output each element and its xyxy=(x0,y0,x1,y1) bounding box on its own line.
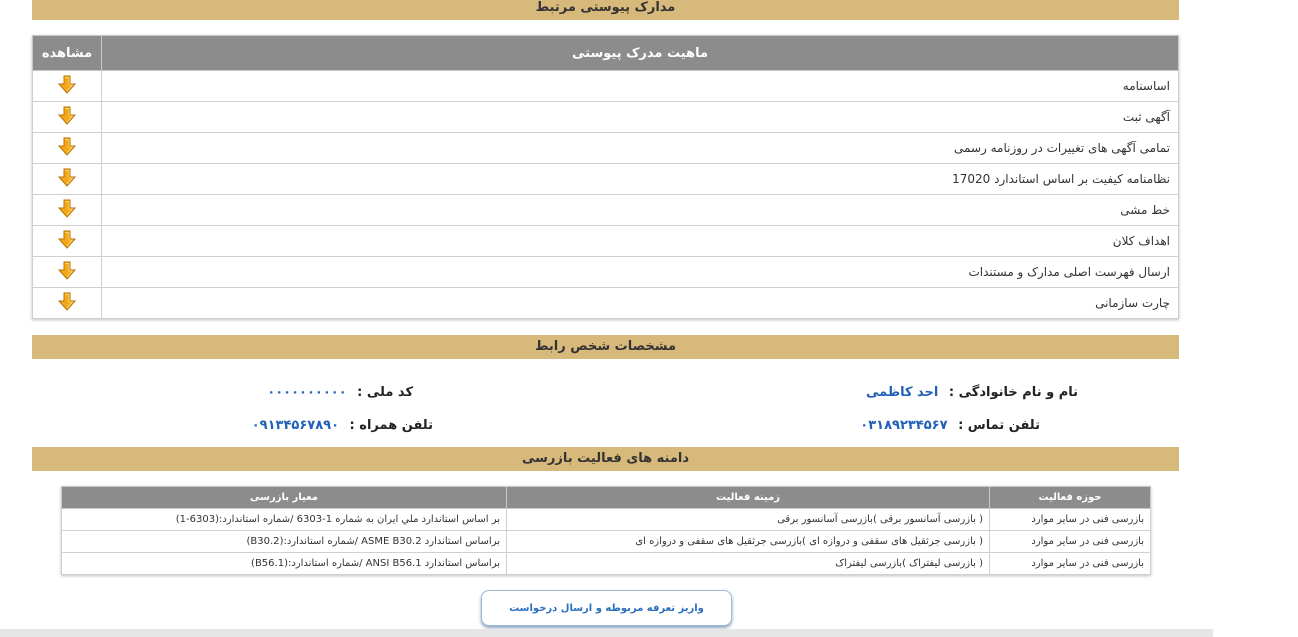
view-cell xyxy=(33,102,102,133)
table-row xyxy=(62,531,1151,553)
table-header-row xyxy=(62,487,1151,509)
activity-field-cell: ( بازرسی لیفتراک )بازرسی لیفتراک xyxy=(507,553,990,575)
inspection-criteria-cell: براساس استاندارد ASME B30.2 /شماره استاندارد:(B30.2) xyxy=(62,531,507,553)
national-code-label: کد ملی : xyxy=(357,385,413,400)
column-header-activity-area: حوزه فعالیت xyxy=(990,487,1151,509)
view-cell xyxy=(33,226,102,257)
view-cell xyxy=(33,288,102,319)
activity-field-cell: ( بازرسی آسانسور برقی )بازرسی آسانسور برقی xyxy=(507,509,990,531)
view-cell xyxy=(33,71,102,102)
view-cell xyxy=(33,164,102,195)
document-nature-cell: اساسنامه xyxy=(102,71,1179,102)
download-icon[interactable] xyxy=(57,75,77,98)
contact-name-field xyxy=(866,385,1078,400)
column-header-view: مشاهده xyxy=(33,36,102,71)
section-title-contact-person: مشخصات شخص رابط xyxy=(32,335,1179,359)
download-icon[interactable] xyxy=(57,261,77,284)
view-cell xyxy=(33,195,102,226)
inspection-criteria-cell: براساس استاندارد ANSI B56.1 /شماره استاندارد:(B56.1) xyxy=(62,553,507,575)
download-icon[interactable] xyxy=(57,230,77,253)
phone-value: ۰۳۱۸۹۲۳۴۵۶۷ xyxy=(860,418,948,433)
column-header-activity-field: زمینه فعالیت xyxy=(507,487,990,509)
table-row xyxy=(62,509,1151,531)
mobile-label: تلفن همراه : xyxy=(349,418,433,433)
download-icon[interactable] xyxy=(57,168,77,191)
table-row xyxy=(33,102,1179,133)
national-code-field xyxy=(267,385,413,400)
table-row xyxy=(33,257,1179,288)
view-cell xyxy=(33,257,102,288)
activity-field-cell: ( بازرسی جرثقیل های سقفی و دروازه ای )بازرسی جرثقیل های سقفی و دروازه ای xyxy=(507,531,990,553)
footer-strip xyxy=(0,629,1213,637)
table-row xyxy=(33,288,1179,319)
download-icon[interactable] xyxy=(57,199,77,222)
document-nature-cell: خط مشی xyxy=(102,195,1179,226)
section-title-attached-documents: مدارک پیوستی مرتبط xyxy=(32,0,1179,20)
table-row xyxy=(33,195,1179,226)
table-row xyxy=(33,133,1179,164)
mobile-field xyxy=(252,418,433,433)
table-row xyxy=(33,164,1179,195)
contact-name-value: احد کاظمی xyxy=(865,385,939,400)
section-title-inspection-scope: دامنه های فعالیت بازرسی xyxy=(32,447,1179,471)
download-icon[interactable] xyxy=(57,106,77,129)
national-code-value: ۰۰۰۰۰۰۰۰۰۰ xyxy=(267,385,347,400)
column-header-inspection-criteria: معیار بازرسی xyxy=(62,487,507,509)
document-nature-cell: اهداف کلان xyxy=(102,226,1179,257)
phone-label: تلفن تماس : xyxy=(958,418,1040,433)
activity-area-cell: بازرسی فنی در سایر موارد xyxy=(990,553,1151,575)
attached-documents-table xyxy=(32,35,1179,319)
document-nature-cell: ارسال فهرست اصلی مدارک و مستندات xyxy=(102,257,1179,288)
download-icon[interactable] xyxy=(57,292,77,315)
phone-field xyxy=(860,418,1040,433)
activity-area-cell: بازرسی فنی در سایر موارد xyxy=(990,509,1151,531)
view-cell xyxy=(33,133,102,164)
mobile-value: ۰۹۱۳۴۵۶۷۸۹۰ xyxy=(251,418,340,433)
document-nature-cell: تمامی آگهی های تغییرات در روزنامه رسمی xyxy=(102,133,1179,164)
download-icon[interactable] xyxy=(57,137,77,160)
column-header-document-nature: ماهیت مدرک پیوستی xyxy=(102,36,1179,71)
document-nature-cell: چارت سازمانی xyxy=(102,288,1179,319)
table-row xyxy=(62,553,1151,575)
activity-area-cell: بازرسی فنی در سایر موارد xyxy=(990,531,1151,553)
inspection-scope-table xyxy=(61,486,1151,575)
inspection-criteria-cell: بر اساس استاندارد ملي ايران به شماره 1-6303 /شماره استاندارد:(6303-1) xyxy=(62,509,507,531)
table-row xyxy=(33,226,1179,257)
table-header-row xyxy=(33,36,1179,71)
document-nature-cell: آگهی ثبت xyxy=(102,102,1179,133)
table-row xyxy=(33,71,1179,102)
contact-name-label: نام و نام خانوادگی : xyxy=(948,385,1078,400)
document-nature-cell: نظامنامه کیفیت بر اساس استاندارد 17020 xyxy=(102,164,1179,195)
submit-request-button[interactable]: واریز تعرفه مربوطه و ارسال درخواست xyxy=(481,590,732,626)
